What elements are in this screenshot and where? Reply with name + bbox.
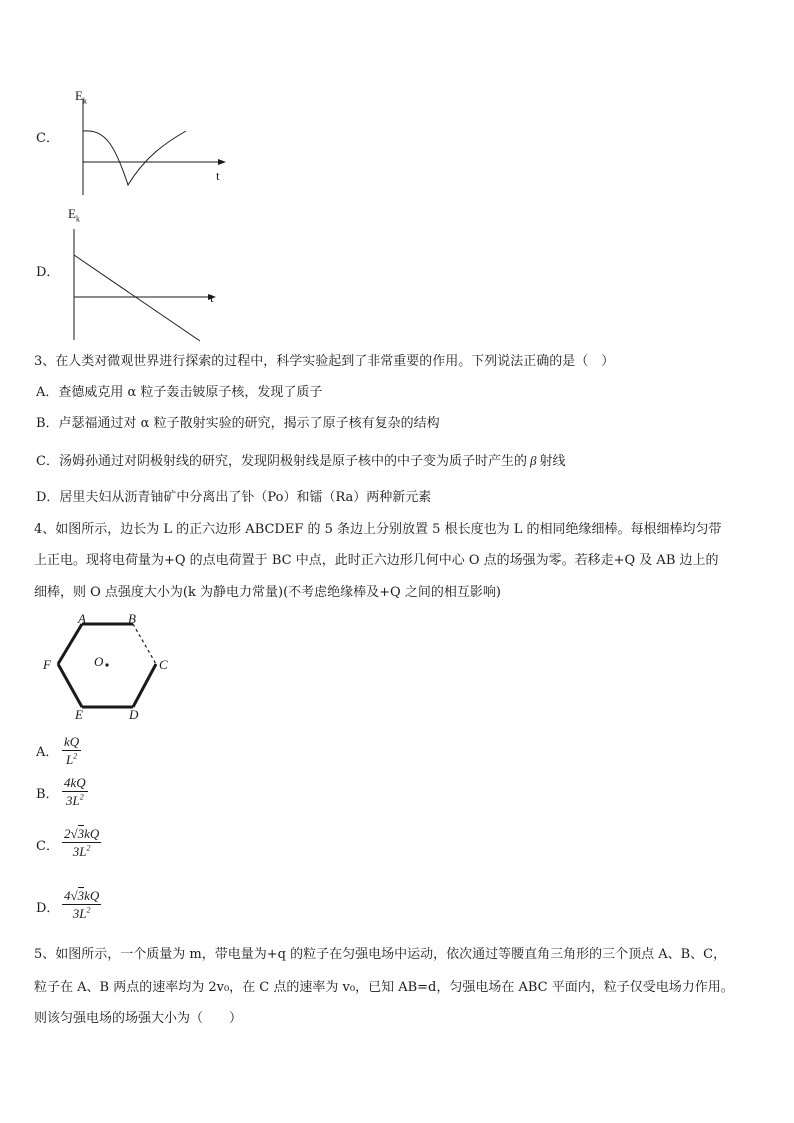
option-d-label: D． (36, 265, 60, 280)
vertex-a-label: A (78, 611, 86, 626)
q4-stem-line3: 细棒，则 O 点强度大小为(k 为静电力常量)(不考虑绝缘棒及+Q 之间的相互影响) (34, 585, 501, 600)
q3-stem: 3、在人类对微观世界进行探索的过程中，科学实验起到了非常重要的作用。下列说法正确的是（ ） (34, 354, 615, 369)
center-o-label: O (94, 654, 104, 669)
graph-d-x-label: t (210, 290, 214, 305)
rod-ef (58, 664, 82, 707)
graph-c-curve (83, 131, 186, 185)
graph-c-x-label: t (216, 168, 220, 183)
q4-stem-line1: 4、如图所示，边长为 L 的正六边形 ABCDEF 的 5 条边上分别放置 5 根长度也为 L 的相同绝缘细棒。每根细棒均匀带 (34, 522, 722, 537)
graph-c-y-label: $E_k$ (75, 88, 87, 106)
q3-option-a: A．查德威克用 α 粒子轰击铍原子核，发现了质子 (36, 385, 323, 400)
q4-stem-line2: 上正电。现将电荷量为+Q 的点电荷置于 BC 中点，此时正六边形几何中心 O 点的场强为零。若移走+Q 及 AB 边上的 (34, 553, 719, 568)
q3-option-c: C．汤姆孙通过对阴极射线的研究，发现阴极射线是原子核中的中子变为质子时产生的 β 射线 (36, 453, 566, 469)
graph-d-y-label: $E_k$ (68, 206, 80, 224)
vertex-f-label: F (43, 657, 51, 672)
q4-option-b-letter: B． (36, 787, 59, 802)
vertex-c-label: C (159, 657, 168, 672)
graph-d (60, 215, 240, 345)
q3-option-d: D．居里夫妇从沥青铀矿中分离出了钋（Po）和镭（Ra）两种新元素 (36, 490, 432, 505)
q4-option-d-fraction: 4√3kQ $3L^2$ (64, 888, 100, 921)
q4-option-c-letter: C． (36, 839, 59, 854)
option-c-label: C． (36, 131, 59, 146)
q4-option-a-letter: A． (36, 745, 59, 760)
graph-d-line (74, 255, 200, 341)
q5-stem-line2: 粒子在 A、B 两点的速率均为 2v₀，在 C 点的速率为 v₀，已知 AB=d，匀强电场在 ABC 平面内，粒子仅受电场力作用。 (34, 980, 734, 995)
q4-option-d-letter: D． (36, 901, 60, 916)
graph-c-x-arrow (218, 159, 226, 165)
q5-stem-line3: 则该匀强电场的场强大小为（ ） (34, 1011, 243, 1026)
vertex-d-label: D (129, 707, 139, 722)
side-bc-dashed (133, 624, 156, 664)
q5-stem-line1: 5、如图所示，一个质量为 m，带电量为+q 的粒子在匀强电场中运动，依次通过等腰直角三角形的三个顶点 A、B、C， (34, 947, 727, 962)
q3-option-b: B．卢瑟福通过对 α 粒子散射实验的研究，揭示了原子核有复杂的结构 (36, 416, 440, 431)
q4-option-a-fraction: kQ $L^2$ (64, 734, 80, 767)
q4-option-c-fraction: 2√3kQ $3L^2$ (64, 826, 100, 859)
rod-fa (58, 624, 82, 664)
center-o-dot (105, 663, 108, 666)
graph-c (60, 85, 240, 200)
rod-cd (133, 664, 156, 707)
vertex-e-label: E (75, 707, 83, 722)
vertex-b-label: B (128, 611, 136, 626)
q4-option-b-fraction: 4kQ $3L^2$ (64, 775, 86, 808)
